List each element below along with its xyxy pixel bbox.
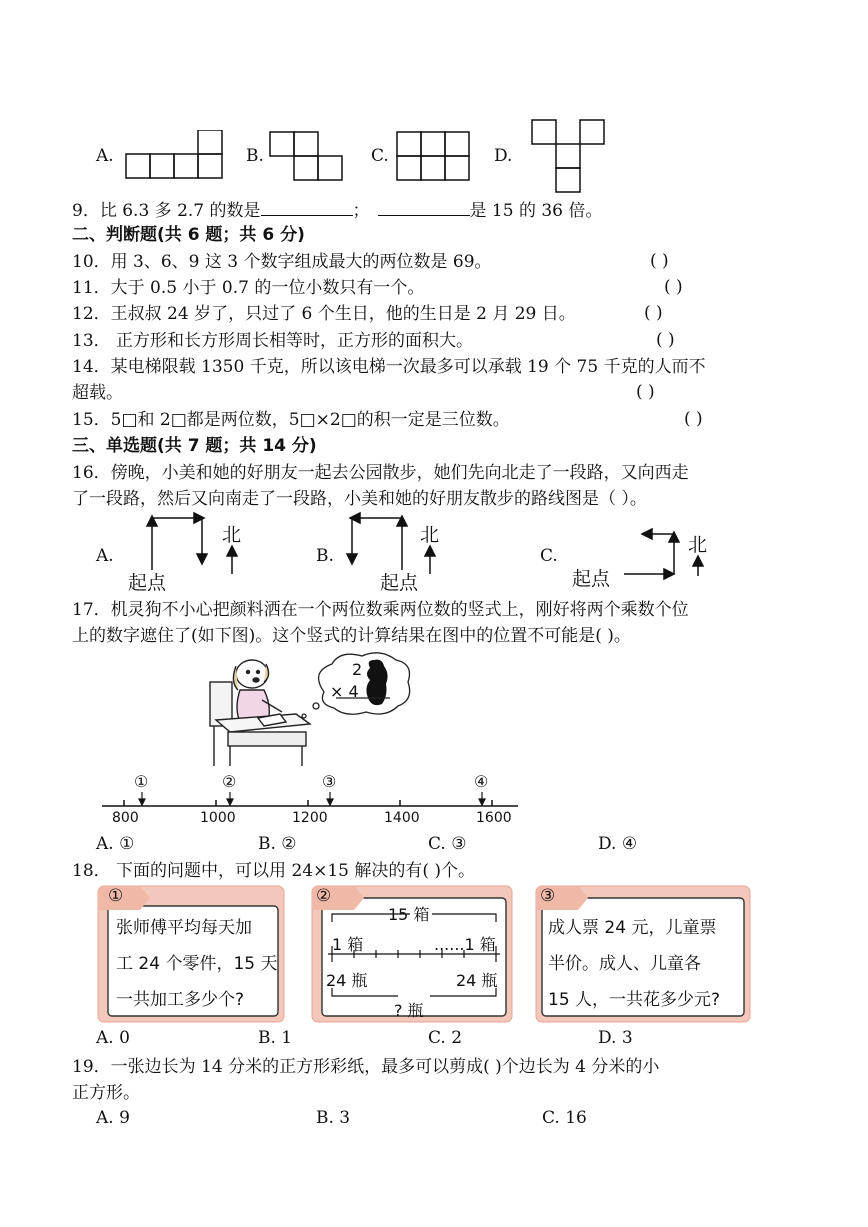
q19-line2: 正方形。 [72,1083,140,1103]
q18-card-2-bottom-right-label: 24 瓶 [456,971,498,990]
q14-answer-paren[interactable]: ( ) [636,382,655,402]
q8-option-b-label: B. [246,146,264,166]
q19-line1: 19．一张边长为 14 分米的正方形彩纸，最多可以剪成( )个边长为 4 分米的小 [72,1057,660,1077]
q17-marker-1: ① [134,772,149,791]
q11-answer-paren[interactable]: ( ) [664,277,683,297]
q18-card-3-line-3: 15 人，一共花多少元? [548,990,721,1010]
q8-net-d [530,118,606,194]
q17-line2: 上的数字遮住了(如下图)。这个竖式的计算结果在图中的位置不可能是( )。 [72,626,631,646]
q18-option-d[interactable]: D. 3 [598,1028,633,1048]
q9-blank-1[interactable] [261,199,353,216]
q18-card-2-number: ② [316,886,332,906]
q9-part2: ； [352,201,370,221]
q8-net-a [124,130,224,182]
q16-route-b [340,510,410,572]
q16-north-arrow-c [690,554,706,578]
q8-option-a-label: A. [96,146,114,166]
q10-text: 10．用 3、6、9 这 3 个数字组成最大的两位数是 69。 [72,252,492,272]
q16-option-c-label: C. [540,546,558,566]
q17-option-a[interactable]: A. ① [96,834,135,854]
q17-option-d[interactable]: D. ④ [598,834,638,854]
q18-card-2-right-label: ......1 箱 [434,935,496,954]
q17-tick-1000: 1000 [200,810,236,826]
q14-line2: 超载。 [72,383,123,403]
q17-digit-bottom: × 4 [330,682,359,701]
q16-line1: 16．傍晚，小美和她的好朋友一起去公园散步，她们先向北走了一段路，又向西走 [72,463,689,483]
dog-at-desk-illustration [200,652,420,768]
q16-north-arrow-a [224,544,240,576]
q12-text: 12．王叔叔 24 岁了，只过了 6 个生日，他的生日是 2 月 29 日。 [72,304,576,324]
q9-blank-2[interactable] [378,199,470,216]
q13-text: 13． 正方形和长方形周长相等时，正方形的面积大。 [72,331,474,351]
section2-title: 二、判断题(共 6 题；共 6 分) [72,225,305,245]
q16-start-c: 起点 [572,568,611,590]
q18-card-3-number: ③ [540,886,556,906]
q8-net-c [395,130,471,182]
q18-option-b[interactable]: B. 1 [258,1028,293,1048]
q16-option-b-label: B. [316,546,334,566]
q9-part1: 9．比 6.3 多 2.7 的数是 [72,201,261,221]
q16-north-a: 北 [222,524,242,546]
q13-answer-paren[interactable]: ( ) [656,330,675,350]
q18-card-3-line-2: 半价。成人、儿童各 [548,954,701,974]
q17-digit-top: 2 [352,660,363,679]
q8-net-b [268,130,348,182]
q18-card-1-line-1: 张师傅平均每天加 [116,918,252,938]
q16-option-a-label: A. [96,546,114,566]
q18-card-3-line-1: 成人票 24 元，儿童票 [548,918,717,938]
q15-text: 15．5□和 2□都是两位数，5□×2□的积一定是三位数。 [72,410,510,430]
q18-option-a[interactable]: A. 0 [96,1028,130,1048]
q9-part3: 是 15 的 36 倍。 [469,201,603,221]
q17-line1: 17．机灵狗不小心把颜料洒在一个两位数乘两位数的竖式上，刚好将两个乘数个位 [72,600,689,620]
q17-marker-4: ④ [474,772,489,791]
q16-north-c: 北 [688,534,708,556]
q17-tick-1400: 1400 [384,810,420,826]
q17-option-c[interactable]: C. ③ [428,834,467,854]
q8-option-d-label: D. [494,146,513,166]
q8-option-c-label: C. [371,146,389,166]
q16-start-b: 起点 [380,572,419,594]
q18-card-1-line-3: 一共加工多少个? [116,990,245,1010]
q17-tick-1600: 1600 [476,810,512,826]
q18-card-2-bottom-label: ? 瓶 [394,1001,424,1020]
q16-route-a [140,510,210,572]
q16-line2: 了一段路，然后又向南走了一段路，小美和她的好朋友散步的路线图是（ ）。 [72,489,647,509]
q17-tick-800: 800 [112,810,139,826]
q17-marker-3: ③ [322,772,337,791]
q16-start-a: 起点 [128,572,167,594]
q12-answer-paren[interactable]: ( ) [644,303,663,323]
q18-card-2-top-label: 15 箱 [388,905,430,924]
q16-north-b: 北 [420,524,440,546]
q17-marker-2: ② [222,772,237,791]
q10-answer-paren[interactable]: ( ) [650,251,669,271]
q18-card-2-left-label: 1 箱 [332,935,364,954]
q18-text: 18． 下面的问题中，可以用 24×15 解决的有( )个。 [72,861,476,881]
q18-card-1-line-2: 工 24 个零件，15 天 [116,954,278,974]
q11-text: 11．大于 0.5 小于 0.7 的一位小数只有一个。 [72,278,425,298]
q16-route-c [620,526,680,582]
q18-card-2-bottom-left-label: 24 瓶 [326,971,368,990]
q15-answer-paren[interactable]: ( ) [684,409,703,429]
q18-card-1-number: ① [108,886,124,906]
q17-tick-1200: 1200 [292,810,328,826]
q17-option-b[interactable]: B. ② [258,834,297,854]
q19-option-c[interactable]: C. 16 [542,1108,587,1128]
q18-option-c[interactable]: C. 2 [428,1028,463,1048]
q14-line1: 14．某电梯限载 1350 千克，所以该电梯一次最多可以承载 19 个 75 千克的人而不 [72,357,706,377]
section3-title: 三、单选题(共 7 题；共 14 分) [72,436,317,456]
q19-option-a[interactable]: A. 9 [96,1108,130,1128]
q19-option-b[interactable]: B. 3 [316,1108,351,1128]
q9-line [72,199,602,222]
q16-north-arrow-b [422,544,438,576]
